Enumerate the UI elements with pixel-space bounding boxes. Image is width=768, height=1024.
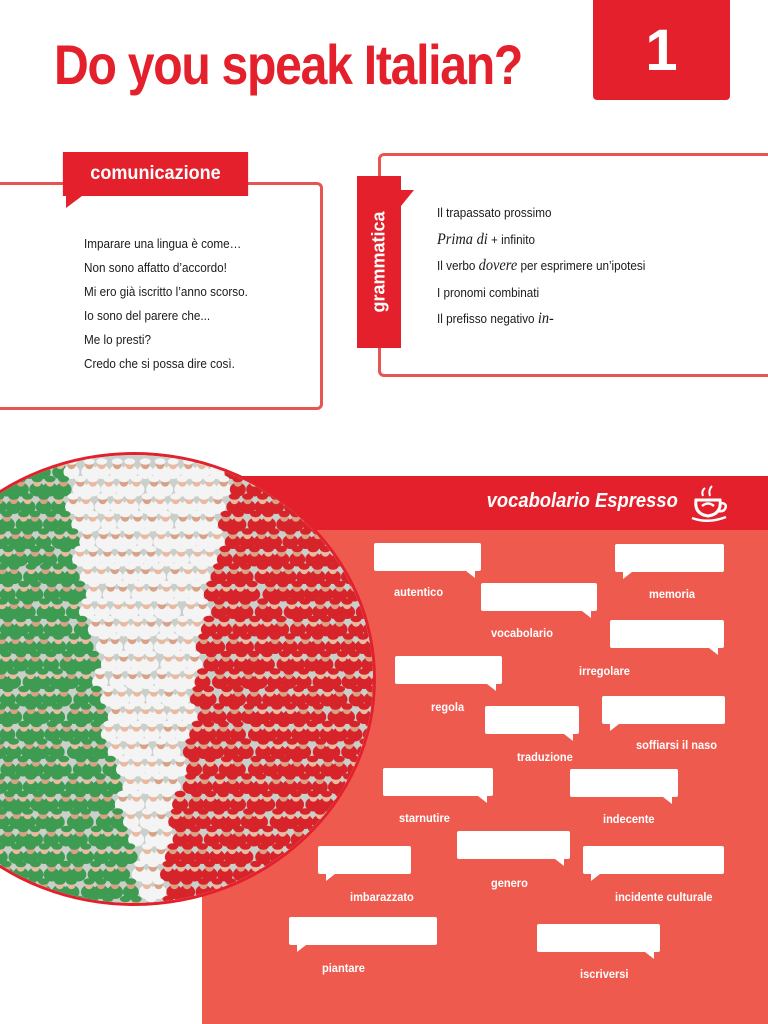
vocab-word: imbarazzato: [350, 890, 414, 904]
vocab-word: vocabolario: [491, 626, 553, 640]
answer-box-piantare[interactable]: [289, 917, 437, 945]
vocabolario-title: vocabolario Espresso: [486, 490, 678, 512]
grammatica-list: [437, 200, 669, 333]
comunicazione-item: Imparare una lingua è come…: [84, 236, 242, 251]
coffee-cup-icon: [688, 484, 730, 522]
answer-box-incidente-culturale[interactable]: [583, 846, 724, 874]
comunicazione-item: Non sono affatto d’accordo!: [84, 260, 227, 275]
vocab-word: genero: [491, 876, 528, 890]
comunicazione-item: Me lo presti?: [84, 332, 151, 347]
vocab-word: indecente: [603, 812, 655, 826]
grammatica-label-tail: [401, 190, 414, 206]
answer-box-regola[interactable]: [395, 656, 502, 684]
vocab-word: memoria: [649, 587, 696, 601]
grammatica-item: Il trapassato prossimo: [437, 205, 552, 220]
grammatica-label: grammatica: [368, 211, 389, 313]
comunicazione-list: [84, 232, 266, 376]
vocab-word: piantare: [322, 961, 365, 975]
answer-box-autentico[interactable]: [374, 543, 481, 571]
answer-box-soffiarsi-il-naso[interactable]: [602, 696, 725, 724]
grammatica-label-box: [357, 176, 401, 348]
answer-box-indecente[interactable]: [570, 769, 678, 797]
grammatica-item: Il verbo dovere per esprimere un’ipotesi: [437, 257, 646, 274]
grammatica-item: I pronomi combinati: [437, 284, 540, 300]
answer-box-memoria[interactable]: [615, 544, 724, 572]
vocab-word: incidente culturale: [615, 890, 713, 904]
vocab-word: iscriversi: [580, 967, 629, 981]
vocab-word: traduzione: [517, 750, 573, 764]
comunicazione-item: Io sono del parere che...: [84, 308, 211, 323]
vocab-word: autentico: [394, 585, 444, 599]
page-title: Do you speak Italian?: [54, 33, 523, 96]
comunicazione-item: Mi ero già iscritto l’anno scorso.: [84, 284, 248, 299]
chapter-number-badge: [593, 0, 730, 100]
answer-box-imbarazzato[interactable]: [318, 846, 411, 874]
answer-box-starnutire[interactable]: [383, 768, 493, 796]
answer-box-traduzione[interactable]: [485, 706, 579, 734]
grammatica-item: Prima di + infinito: [437, 230, 535, 248]
vocab-word: soffiarsi il naso: [636, 738, 717, 752]
vocab-word: regola: [431, 700, 465, 714]
comunicazione-label: comunicazione: [63, 152, 248, 196]
vocab-word: starnutire: [399, 811, 450, 825]
comunicazione-label-tail: [66, 196, 82, 208]
vocab-word: irregolare: [579, 664, 630, 678]
chapter-number: 1: [645, 17, 678, 83]
grammatica-item: Il prefisso negativo in-: [437, 310, 554, 327]
answer-box-iscriversi[interactable]: [537, 924, 660, 952]
answer-box-genero[interactable]: [457, 831, 570, 859]
comunicazione-item: Credo che si possa dire così.: [84, 356, 235, 371]
answer-box-irregolare[interactable]: [610, 620, 724, 648]
answer-box-vocabolario[interactable]: [481, 583, 597, 611]
